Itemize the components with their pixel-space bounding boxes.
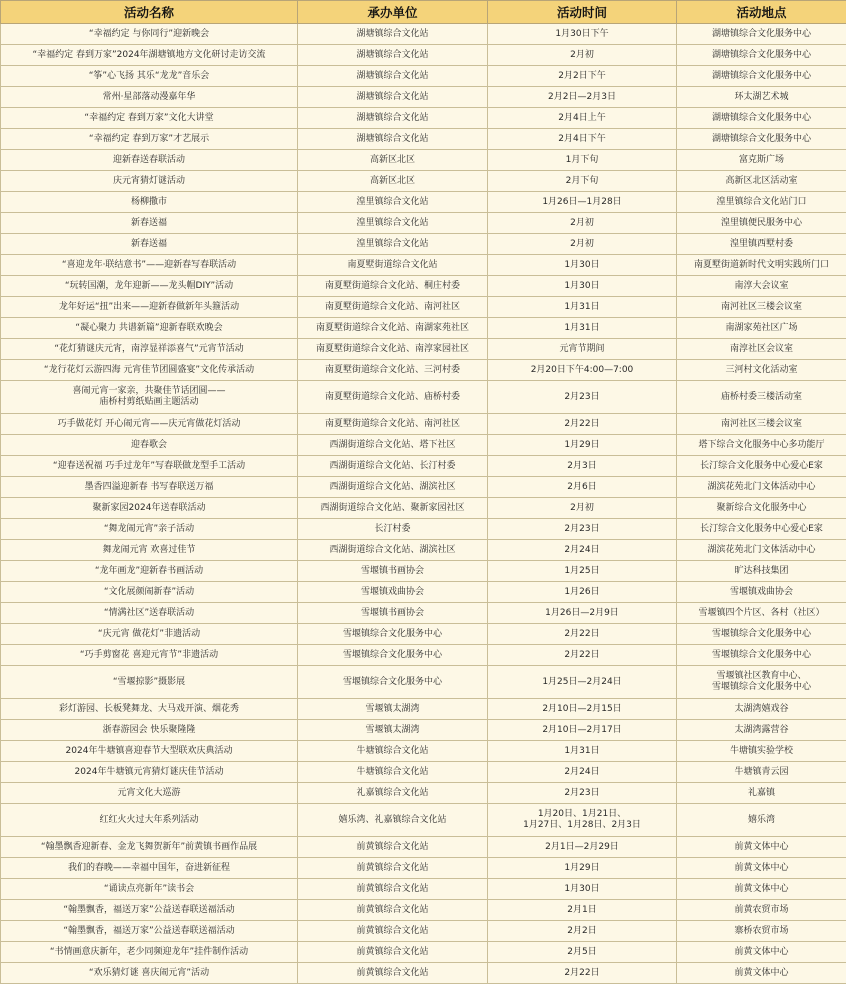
cell-activity-time: 2月2日下午 [488, 66, 677, 87]
table-row [1, 87, 846, 108]
cell-activity-name: 红红火火过大年系列活动 [1, 804, 298, 837]
table-row [1, 603, 846, 624]
table-row [1, 66, 846, 87]
cell-organizer: 南夏墅街道综合文化站、三河村委 [298, 360, 488, 381]
cell-activity-time: 2月1日 [488, 900, 677, 921]
cell-organizer: 湖塘镇综合文化站 [298, 87, 488, 108]
cell-activity-time: 1月下旬 [488, 150, 677, 171]
cell-activity-location: 嬉乐湾 [677, 804, 846, 837]
cell-organizer: 雪堰镇综合文化服务中心 [298, 666, 488, 699]
cell-activity-time: 1月30日 [488, 255, 677, 276]
cell-organizer: 湟里镇综合文化站 [298, 213, 488, 234]
cell-activity-location: 湖滨花苑北门文体活动中心 [677, 477, 846, 498]
table-row [1, 297, 846, 318]
cell-activity-name: “诵读点亮新年”读书会 [1, 879, 298, 900]
cell-activity-time: 2月初 [488, 45, 677, 66]
cell-organizer: 南夏墅街道综合文化站、桐庄村委 [298, 276, 488, 297]
cell-activity-time: 2月初 [488, 234, 677, 255]
cell-activity-location: 太湖湾嬉戏谷 [677, 699, 846, 720]
cell-activity-name: 元宵文化大巡游 [1, 783, 298, 804]
cell-organizer: 西湖街道综合文化站、塔下社区 [298, 435, 488, 456]
cell-organizer: 长汀村委 [298, 519, 488, 540]
cell-activity-name: 庆元宵猜灯谜活动 [1, 171, 298, 192]
cell-activity-location: 塔下综合文化服务中心多功能厅 [677, 435, 846, 456]
cell-activity-time: 2月24日 [488, 762, 677, 783]
cell-activity-name: 2024年牛塘镇元宵猜灯谜庆佳节活动 [1, 762, 298, 783]
cell-activity-time: 1月29日 [488, 858, 677, 879]
header-organizer: 承办单位 [298, 1, 488, 24]
cell-activity-name: “幸福约定 与你同行”迎新晚会 [1, 24, 298, 45]
cell-activity-time: 2月1日—2月29日 [488, 837, 677, 858]
table-row [1, 858, 846, 879]
cell-activity-name: 浙春游园会 快乐聚隆隆 [1, 720, 298, 741]
cell-activity-name: 迎新春送春联活动 [1, 150, 298, 171]
cell-activity-time: 2月初 [488, 498, 677, 519]
cell-activity-location: 富克斯广场 [677, 150, 846, 171]
cell-activity-name: “幸福约定 春到万家”才艺展示 [1, 129, 298, 150]
cell-organizer: 前黄镇综合文化站 [298, 858, 488, 879]
table-row [1, 150, 846, 171]
cell-activity-name: “迎春送祝福 巧手过龙年”写春联做龙型手工活动 [1, 456, 298, 477]
header-activity-time: 活动时间 [488, 1, 677, 24]
cell-activity-time: 2月22日 [488, 963, 677, 984]
cell-activity-location: 礼嘉镇 [677, 783, 846, 804]
cell-activity-name: 我们的春晚——幸福中国年，奋进新征程 [1, 858, 298, 879]
cell-activity-time: 2月5日 [488, 942, 677, 963]
table-row [1, 24, 846, 45]
cell-organizer: 湖塘镇综合文化站 [298, 108, 488, 129]
cell-activity-name: “雪堰掠影”摄影展 [1, 666, 298, 699]
cell-activity-location: 湖塘镇综合文化服务中心 [677, 66, 846, 87]
cell-activity-time: 2月23日 [488, 519, 677, 540]
cell-organizer: 雪堰镇综合文化服务中心 [298, 624, 488, 645]
table-row [1, 783, 846, 804]
cell-activity-time: 2月下旬 [488, 171, 677, 192]
cell-activity-location: 雪堰镇综合文化服务中心 [677, 645, 846, 666]
cell-activity-location: 湖塘镇综合文化服务中心 [677, 45, 846, 66]
cell-activity-name: “舞龙闹元宵”亲子活动 [1, 519, 298, 540]
cell-organizer: 湟里镇综合文化站 [298, 192, 488, 213]
cell-activity-name: “欢乐猜灯谜 喜庆闹元宵”活动 [1, 963, 298, 984]
cell-activity-time: 1月31日 [488, 741, 677, 762]
cell-activity-name: “巧手剪窗花 喜迎元宵节”非遗活动 [1, 645, 298, 666]
table-row [1, 255, 846, 276]
cell-activity-location: 庙桥村委三楼活动室 [677, 381, 846, 414]
cell-activity-location: 前黄文体中心 [677, 963, 846, 984]
cell-activity-name: 新春送福 [1, 234, 298, 255]
cell-activity-name: 迎春歌会 [1, 435, 298, 456]
cell-activity-time: 2月22日 [488, 645, 677, 666]
cell-organizer: 雪堰镇书画协会 [298, 561, 488, 582]
cell-activity-location: 雪堰镇四个片区、各村（社区） [677, 603, 846, 624]
table-row [1, 213, 846, 234]
cell-activity-time: 2月4日下午 [488, 129, 677, 150]
cell-activity-name: “文化展颜闹新春”活动 [1, 582, 298, 603]
cell-organizer: 湖塘镇综合文化站 [298, 66, 488, 87]
table-row [1, 624, 846, 645]
cell-activity-location: 长汀综合文化服务中心爱心E家 [677, 456, 846, 477]
cell-activity-time: 2月10日—2月17日 [488, 720, 677, 741]
cell-organizer: 前黄镇综合文化站 [298, 900, 488, 921]
cell-activity-name: “龙行花灯云游四海 元宵佳节团圆盛宴”文化传承活动 [1, 360, 298, 381]
table-row [1, 921, 846, 942]
cell-activity-time: 1月30日下午 [488, 24, 677, 45]
cell-organizer: 牛塘镇综合文化站 [298, 762, 488, 783]
cell-activity-name: “花灯猜谜庆元宵，南淳显祥添喜气”元宵节活动 [1, 339, 298, 360]
cell-activity-location: 湟里镇西墅村委 [677, 234, 846, 255]
cell-activity-name: “翰墨飘香迎新春、金龙飞舞贺新年”前黄镇书画作品展 [1, 837, 298, 858]
table-header-row [1, 1, 846, 24]
table-row [1, 879, 846, 900]
table-row [1, 942, 846, 963]
cell-organizer: 南夏墅街道综合文化站、南淳家园社区 [298, 339, 488, 360]
table-row [1, 414, 846, 435]
table-row [1, 540, 846, 561]
cell-activity-time: 2月20日下午4:00—7:00 [488, 360, 677, 381]
cell-activity-name: 龙年好运“扭”出来——迎新春做新年头箍活动 [1, 297, 298, 318]
cell-activity-name: 彩灯游园、长板凳舞龙、大马戏开演、烟花秀 [1, 699, 298, 720]
cell-activity-time: 2月3日 [488, 456, 677, 477]
cell-activity-time: 2月22日 [488, 414, 677, 435]
table-row [1, 456, 846, 477]
cell-activity-name: “筝”心飞扬 其乐“龙龙”音乐会 [1, 66, 298, 87]
cell-activity-location: 三河村文化活动室 [677, 360, 846, 381]
cell-activity-location: 湖滨花苑北门文体活动中心 [677, 540, 846, 561]
cell-activity-time: 元宵节期间 [488, 339, 677, 360]
cell-activity-location: 牛塘镇青云园 [677, 762, 846, 783]
cell-organizer: 高新区北区 [298, 171, 488, 192]
table-row [1, 339, 846, 360]
cell-activity-location: 南河社区三楼会议室 [677, 414, 846, 435]
cell-activity-location: 前黄文体中心 [677, 837, 846, 858]
cell-activity-location: 南淳社区会议室 [677, 339, 846, 360]
cell-organizer: 雪堰镇综合文化服务中心 [298, 645, 488, 666]
table-row [1, 381, 846, 414]
table-row [1, 561, 846, 582]
cell-activity-location: 雪堰镇戏曲协会 [677, 582, 846, 603]
cell-activity-location: 湖塘镇综合文化服务中心 [677, 129, 846, 150]
cell-organizer: 前黄镇综合文化站 [298, 942, 488, 963]
cell-activity-time: 2月2日—2月3日 [488, 87, 677, 108]
cell-activity-time: 1月26日 [488, 582, 677, 603]
cell-activity-location: 聚新综合文化服务中心 [677, 498, 846, 519]
cell-activity-location: 南湖家苑社区广场 [677, 318, 846, 339]
cell-organizer: 前黄镇综合文化站 [298, 921, 488, 942]
cell-organizer: 雪堰镇书画协会 [298, 603, 488, 624]
table-row [1, 171, 846, 192]
table-row [1, 762, 846, 783]
cell-activity-location: 前黄文体中心 [677, 879, 846, 900]
header-activity-name: 活动名称 [1, 1, 298, 24]
cell-activity-location: 湟里镇综合文化站门口 [677, 192, 846, 213]
cell-activity-time: 1月31日 [488, 318, 677, 339]
table-row [1, 699, 846, 720]
cell-activity-name: “玩转国潮，龙年迎新——龙头帽DIY”活动 [1, 276, 298, 297]
cell-organizer: 南夏墅街道综合文化站 [298, 255, 488, 276]
cell-activity-name: 常州·星部落动漫嘉年华 [1, 87, 298, 108]
table-row [1, 900, 846, 921]
table-row [1, 234, 846, 255]
cell-organizer: 牛塘镇综合文化站 [298, 741, 488, 762]
cell-activity-time: 2月22日 [488, 624, 677, 645]
cell-activity-name: “书情画意庆新年，老少同频迎龙年”挂件制作活动 [1, 942, 298, 963]
cell-organizer: 湖塘镇综合文化站 [298, 24, 488, 45]
cell-activity-name: 聚新家园2024年送春联活动 [1, 498, 298, 519]
cell-activity-time: 1月25日—2月24日 [488, 666, 677, 699]
cell-activity-location: 前黄农贸市场 [677, 900, 846, 921]
cell-activity-location: 湖塘镇综合文化服务中心 [677, 108, 846, 129]
cell-activity-name: “庆元宵 做花灯”非遗活动 [1, 624, 298, 645]
cell-activity-time: 2月23日 [488, 381, 677, 414]
cell-activity-name: “龙年画龙”迎新春书画活动 [1, 561, 298, 582]
cell-activity-time: 2月23日 [488, 783, 677, 804]
cell-activity-location: 旷达科技集团 [677, 561, 846, 582]
cell-activity-time: 1月25日 [488, 561, 677, 582]
cell-activity-location: 南夏墅街道新时代文明实践所门口 [677, 255, 846, 276]
cell-organizer: 前黄镇综合文化站 [298, 879, 488, 900]
table-row [1, 741, 846, 762]
table-row [1, 804, 846, 837]
cell-activity-time: 1月30日 [488, 276, 677, 297]
table-row [1, 360, 846, 381]
table-row [1, 666, 846, 699]
table-row [1, 720, 846, 741]
cell-activity-time: 1月31日 [488, 297, 677, 318]
table-row [1, 645, 846, 666]
cell-activity-time: 2月24日 [488, 540, 677, 561]
cell-activity-name: 巧手做花灯 开心闹元宵——庆元宵做花灯活动 [1, 414, 298, 435]
table-row [1, 129, 846, 150]
cell-activity-location: 寨桥农贸市场 [677, 921, 846, 942]
cell-activity-time: 2月4日上午 [488, 108, 677, 129]
cell-organizer: 湖塘镇综合文化站 [298, 45, 488, 66]
cell-organizer: 西湖街道综合文化站、聚新家园社区 [298, 498, 488, 519]
table-row [1, 276, 846, 297]
cell-activity-name: “喜迎龙年·联结意书”——迎新春写春联活动 [1, 255, 298, 276]
cell-activity-time: 1月30日 [488, 879, 677, 900]
cell-organizer: 礼嘉镇综合文化站 [298, 783, 488, 804]
cell-organizer: 雪堰镇太湖湾 [298, 720, 488, 741]
cell-activity-time: 1月29日 [488, 435, 677, 456]
cell-activity-location: 南淳大会议室 [677, 276, 846, 297]
cell-activity-location: 湟里镇便民服务中心 [677, 213, 846, 234]
cell-activity-location: 南河社区三楼会议室 [677, 297, 846, 318]
cell-activity-name: 杨柳撒市 [1, 192, 298, 213]
table-row [1, 45, 846, 66]
cell-activity-time: 2月10日—2月15日 [488, 699, 677, 720]
cell-activity-location: 雪堰镇社区教育中心、 雪堰镇综合文化服务中心 [677, 666, 846, 699]
cell-activity-location: 长汀综合文化服务中心爱心E家 [677, 519, 846, 540]
cell-organizer: 前黄镇综合文化站 [298, 837, 488, 858]
cell-activity-time: 1月20日、1月21日、 1月27日、1月28日、2月3日 [488, 804, 677, 837]
table-row [1, 519, 846, 540]
table-body [1, 24, 846, 984]
cell-organizer: 雪堰镇戏曲协会 [298, 582, 488, 603]
table-row [1, 108, 846, 129]
cell-activity-name: 2024年牛塘镇喜迎春节大型联欢庆典活动 [1, 741, 298, 762]
table-row [1, 435, 846, 456]
cell-activity-time: 1月26日—2月9日 [488, 603, 677, 624]
cell-organizer: 湟里镇综合文化站 [298, 234, 488, 255]
cell-activity-name: 喜闹元宵一家亲，共聚佳节话团圆—— 庙桥村剪纸贴画主题活动 [1, 381, 298, 414]
cell-organizer: 西湖街道综合文化站、湖滨社区 [298, 477, 488, 498]
cell-organizer: 高新区北区 [298, 150, 488, 171]
cell-activity-name: “翰墨飘香，福送万家”公益送春联送福活动 [1, 921, 298, 942]
cell-activity-time: 2月初 [488, 213, 677, 234]
cell-activity-location: 雪堰镇综合文化服务中心 [677, 624, 846, 645]
cell-organizer: 南夏墅街道综合文化站、南河社区 [298, 297, 488, 318]
cell-activity-name: “情满社区”送春联活动 [1, 603, 298, 624]
cell-organizer: 前黄镇综合文化站 [298, 963, 488, 984]
cell-organizer: 南夏墅街道综合文化站、南湖家苑社区 [298, 318, 488, 339]
cell-activity-location: 高新区北区活动室 [677, 171, 846, 192]
cell-activity-time: 2月2日 [488, 921, 677, 942]
cell-activity-name: 舞龙闹元宵 欢喜过佳节 [1, 540, 298, 561]
table-row [1, 837, 846, 858]
cell-organizer: 嬉乐湾、礼嘉镇综合文化站 [298, 804, 488, 837]
cell-activity-time: 1月26日—1月28日 [488, 192, 677, 213]
table-row [1, 192, 846, 213]
cell-activity-location: 太湖湾露营谷 [677, 720, 846, 741]
cell-activity-name: “幸福约定 春到万家”2024年湖塘镇地方文化研讨走访交流 [1, 45, 298, 66]
cell-activity-name: “翰墨飘香，福送万家”公益送春联送福活动 [1, 900, 298, 921]
cell-organizer: 雪堰镇太湖湾 [298, 699, 488, 720]
table-row [1, 318, 846, 339]
table-row [1, 477, 846, 498]
cell-activity-name: “幸福约定 春到万家”文化大讲堂 [1, 108, 298, 129]
cell-activity-name: 墨香四溢迎新春 书写春联送万福 [1, 477, 298, 498]
cell-organizer: 南夏墅街道综合文化站、庙桥村委 [298, 381, 488, 414]
cell-organizer: 湖塘镇综合文化站 [298, 129, 488, 150]
cell-activity-name: “凝心聚力 共谱新篇”迎新春联欢晚会 [1, 318, 298, 339]
table-row [1, 963, 846, 984]
table-row [1, 582, 846, 603]
cell-activity-location: 环太湖艺术城 [677, 87, 846, 108]
cell-organizer: 西湖街道综合文化站、湖滨社区 [298, 540, 488, 561]
cell-activity-time: 2月6日 [488, 477, 677, 498]
cell-activity-name: 新春送福 [1, 213, 298, 234]
header-activity-location: 活动地点 [677, 1, 846, 24]
table-row [1, 498, 846, 519]
cell-activity-location: 前黄文体中心 [677, 942, 846, 963]
cell-activity-location: 前黄文体中心 [677, 858, 846, 879]
cell-organizer: 南夏墅街道综合文化站、南河社区 [298, 414, 488, 435]
cell-activity-location: 牛塘镇实验学校 [677, 741, 846, 762]
cell-organizer: 西湖街道综合文化站、长汀村委 [298, 456, 488, 477]
cell-activity-location: 湖塘镇综合文化服务中心 [677, 24, 846, 45]
